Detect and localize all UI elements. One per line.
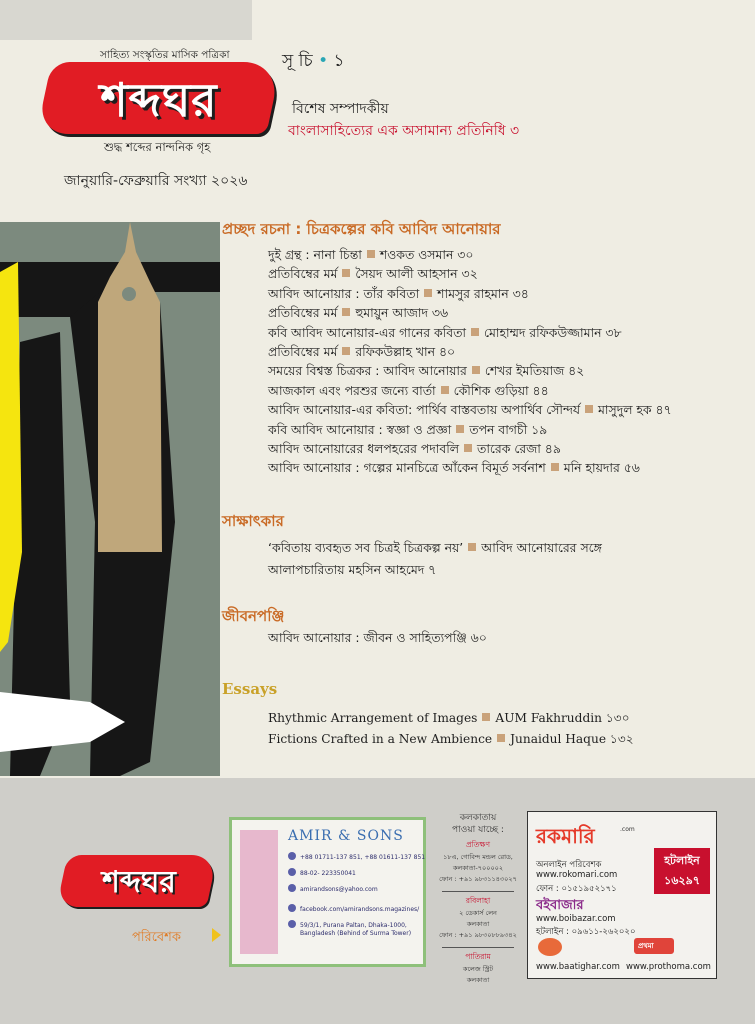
rokomari-logo: রকমারি <box>536 824 595 848</box>
issue-label: জানুয়ারি-ফেব্রুয়ারি সংখ্যা ২০২৬ <box>64 173 248 189</box>
phone-icon <box>288 852 296 860</box>
cover-article-entry[interactable] <box>268 325 622 345</box>
amir-phone <box>288 852 425 861</box>
telephone-icon <box>288 868 296 876</box>
bullet-square <box>424 289 432 297</box>
shop-detail: ফোন : +৯১ ৯৮৩০৮৮৯৩৪২ <box>439 931 517 939</box>
baatighar-logo-icon <box>538 938 562 956</box>
article-title: প্রতিবিম্বের মর্ম <box>268 344 338 359</box>
contents-label: সূ চি <box>282 51 313 71</box>
article-title: প্রতিবিম্বের মর্ম <box>268 266 338 282</box>
cover-article-entry[interactable] <box>268 363 584 383</box>
triangle-arrow-icon <box>212 928 221 942</box>
editorial-entry: বাংলাসাহিত্যের এক অসামান্য প্রতিনিধি ৩ <box>288 123 520 139</box>
boibazar-logo: বইবাজার <box>536 898 584 913</box>
bullet-square <box>585 405 593 413</box>
article-title: সময়ের বিশ্বস্ত চিত্রকর : আবিদ আনোয়ার <box>268 363 467 379</box>
article-author: কৌশিক গুড়িয়া ৪৪ <box>453 382 549 398</box>
bullet-square <box>456 425 464 433</box>
shop-detail: ১৮এ, গোবিন্দ মন্ডল রোড, <box>443 853 513 861</box>
masthead-tagline: সাহিত্য সংস্কৃতির মাসিক পত্রিকা <box>100 49 230 61</box>
article-title: আবিদ আনোয়ার-এর কবিতা: পার্থিব বাস্তবতায় অপার্থিব সৌন্দর্য <box>268 402 581 418</box>
contents-title <box>282 48 345 76</box>
cover-article-entry[interactable] <box>268 305 448 325</box>
kolkata-shop-list <box>436 840 520 986</box>
divider <box>442 947 514 948</box>
article-title: কবি আবিদ আনোয়ার : স্বজ্ঞা ও প্রজ্ঞা <box>268 421 452 437</box>
article-author: তপন বাগচী ১৯ <box>469 421 548 437</box>
article-title: দুই গ্রন্থ : নানা চিন্তা <box>268 247 362 262</box>
article-author: রফিকউল্লাহ খান ৪০ <box>355 344 456 359</box>
bullet-square <box>367 250 375 258</box>
boibazar-url[interactable]: www.boibazar.com <box>536 914 616 924</box>
article-title: আবিদ আনোয়ার : গল্পের মানচিত্রে আঁকেন বিমূর্ত সর্বনাশ <box>268 460 546 476</box>
essay-entry[interactable] <box>268 710 630 730</box>
bullet-square <box>482 713 490 721</box>
bullet-square <box>472 366 480 374</box>
shop-name: প্রতিক্ষণ <box>466 840 490 849</box>
article-title: প্রতিবিম্বের মর্ম <box>268 305 338 321</box>
amir-address-text: 59/3/1, Purana Paltan, Dhaka-1000, <box>300 922 407 929</box>
cover-article-entry[interactable] <box>268 247 473 267</box>
location-icon <box>288 920 296 928</box>
footer-distributor-label: পরিবেশক <box>132 930 181 945</box>
cover-article-entry[interactable] <box>268 441 561 461</box>
interview-heading: সাক্ষাৎকার <box>222 512 284 530</box>
amir-email-text: amirandsons@yahoo.com <box>300 886 378 893</box>
footer-logo-text: শব্দঘর <box>102 865 176 900</box>
baatighar-url[interactable]: www.baatighar.com <box>536 962 620 972</box>
shop-name: পাতিরাম <box>465 952 491 961</box>
cover-section-heading: প্রচ্ছদ রচনা : চিত্রকল্পের কবি আবিদ আনোয়ার <box>222 220 501 238</box>
shop-name: রবিলাহা <box>465 896 491 905</box>
cover-article-entry[interactable] <box>268 402 672 422</box>
hotline-badge <box>654 848 710 894</box>
amir-facebook-text: facebook.com/amirandsons.magazines/ <box>300 906 420 913</box>
bullet-square <box>342 269 350 277</box>
article-author: তারেক রেজা ৪৯ <box>477 441 561 456</box>
amir-email <box>288 884 378 893</box>
kolkata-stockists <box>436 812 520 986</box>
essay-title: Fictions Crafted in a New Ambience <box>268 732 493 746</box>
article-author: মনি হায়দার ৫৬ <box>563 460 640 476</box>
pen-nib-illustration <box>0 222 220 776</box>
article-author: মাসুদুল হক ৪৭ <box>598 402 672 418</box>
interview-entry-2: আলাপচারিতায় মহসিন আহমেদ ৭ <box>268 562 437 577</box>
bullet-square <box>551 463 559 471</box>
kolkata-heading-1: কলকাতায় <box>459 813 497 823</box>
masthead-subtitle: শুদ্ধ শব্দের নান্দনিক গৃহ <box>104 140 211 154</box>
interview-rest: আবিদ আনোয়ারের সঙ্গে <box>481 540 602 555</box>
cover-article-entry[interactable] <box>268 460 640 480</box>
amir-sons-ad[interactable] <box>229 817 426 967</box>
interview-title: ‘কবিতায় ব্যবহৃত সব চিত্রই চিত্রকল্প নয়’ <box>268 540 464 555</box>
kolkata-shop <box>436 952 520 986</box>
bullet-square <box>471 328 479 336</box>
shop-detail: ২ ডেকার্স লেন <box>459 909 497 917</box>
editorial-heading: বিশেষ সম্পাদকীয় <box>292 101 389 117</box>
prothoma-url[interactable]: www.prothoma.com <box>626 962 711 972</box>
essay-author: Junaidul Haque ১৩২ <box>510 732 634 746</box>
article-title: আবিদ আনোয়ার : তাঁর কবিতা <box>268 285 420 301</box>
dot-icon: • <box>312 51 334 71</box>
email-icon <box>288 884 296 892</box>
article-author: সৈয়দ আলী আহসান ৩২ <box>355 266 478 282</box>
bullet-square <box>342 347 350 355</box>
facebook-icon <box>288 904 296 912</box>
cover-illustration <box>0 222 220 776</box>
kolkata-shop <box>436 840 520 892</box>
article-author: হুমায়ুন আজাদ ৩৬ <box>355 305 449 321</box>
rokomari-phone: ফোন : ০১৫১৯৫২১৭১ <box>536 884 617 894</box>
shop-detail: কলকাতা <box>466 920 490 928</box>
amir-facebook <box>288 904 419 913</box>
books-logo-icon <box>240 830 278 954</box>
essay-author: AUM Fakhruddin ১৩০ <box>495 711 630 725</box>
rokomari-url[interactable]: www.rokomari.com <box>536 870 618 880</box>
online-distributor-label: অনলাইন পরিবেশক <box>536 860 602 870</box>
biography-entry[interactable]: আবিদ আনোয়ার : জীবন ও সাহিত্যপঞ্জি ৬০ <box>268 630 487 645</box>
shop-detail: কলেজ স্ট্রিট <box>462 965 494 973</box>
bullet-square <box>342 308 350 316</box>
kolkata-shop <box>436 896 520 948</box>
cover-article-entry[interactable] <box>268 383 549 403</box>
essay-title: Rhythmic Arrangement of Images <box>268 711 478 725</box>
article-author: মোহাম্মদ রফিকউজ্জামান ৩৮ <box>484 324 622 340</box>
shop-detail: কলকাতা <box>466 976 490 984</box>
amir-address <box>288 920 407 929</box>
bullet-square <box>464 444 472 452</box>
cover-article-entry[interactable] <box>268 286 529 306</box>
amir-landline-text: 88-02- 223350041 <box>300 870 356 877</box>
article-title: আবিদ আনোয়ারের ধলপহরের পদাবলি <box>268 441 460 456</box>
cover-article-entry[interactable] <box>268 344 455 364</box>
cover-article-entry[interactable] <box>268 422 547 442</box>
amir-phone-text: +88 01711-137 851, +88 01611-137 851 <box>300 854 426 861</box>
online-distributors <box>527 811 717 979</box>
bullet-square <box>497 734 505 742</box>
amir-address-2: Bangladesh (Behind of Surma Tower) <box>300 930 412 937</box>
divider <box>442 891 514 892</box>
essay-entry[interactable] <box>268 731 634 751</box>
prothoma-logo-text: প্রথমা <box>638 942 654 950</box>
boibazar-hotline: হটলাইন : ০৯৬১১-২৬২০২০ <box>536 927 636 937</box>
shop-detail: ফোন : +৯১ ৯৮৩১১৪৩০২৭ <box>439 875 517 883</box>
rokomari-com: .com <box>620 826 635 833</box>
bullet-square <box>468 543 476 551</box>
shop-detail: কলকাতা-৭০০০০২ <box>452 864 504 872</box>
kolkata-heading-2: পাওয়া যাচ্ছে : <box>452 825 504 835</box>
essays-heading: Essays <box>222 680 278 698</box>
hotline-label: হটলাইন <box>664 854 700 867</box>
article-author: শওকত ওসমান ৩০ <box>379 247 474 262</box>
magazine-logo-text: শব্দঘর <box>100 73 218 127</box>
interview-entry[interactable] <box>268 540 602 560</box>
article-author: শেখর ইমতিয়াজ ৪২ <box>484 363 585 379</box>
hotline-number: ১৬২৯৭ <box>664 874 700 887</box>
amir-landline <box>288 868 356 877</box>
article-title: কবি আবিদ আনোয়ার-এর গানের কবিতা <box>268 324 467 340</box>
top-bar <box>0 0 252 40</box>
biography-heading: জীবনপঞ্জি <box>222 607 285 625</box>
contents-page: ১ <box>333 51 345 71</box>
cover-article-entry[interactable] <box>268 266 478 286</box>
article-title: আজকাল এবং পরশুর জন্যে বার্তা <box>268 382 436 398</box>
amir-sons-name: AMIR & SONS <box>288 828 404 844</box>
bullet-square <box>441 386 449 394</box>
article-author: শামসুর রাহমান ৩৪ <box>437 285 529 301</box>
